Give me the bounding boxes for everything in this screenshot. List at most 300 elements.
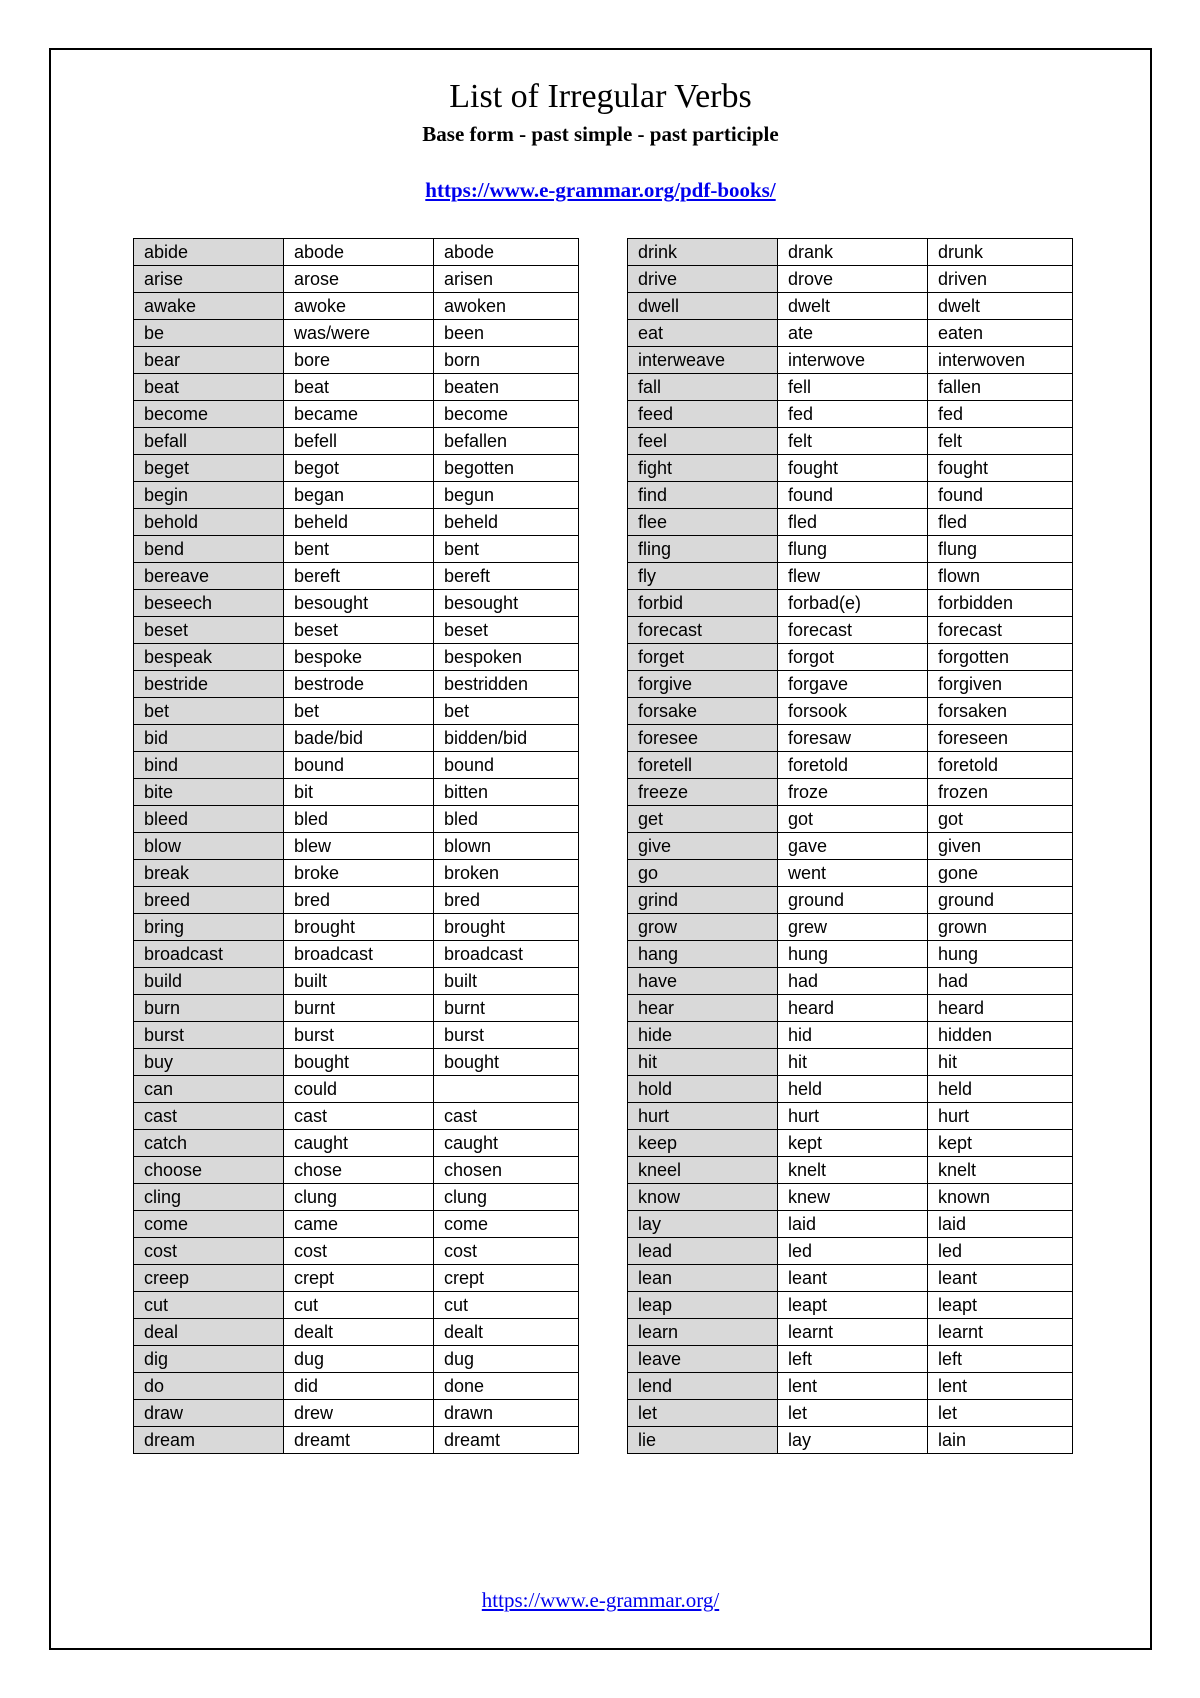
verb-row bbox=[628, 941, 1073, 968]
pdf-books-link[interactable]: https://www.e-grammar.org/pdf-books/ bbox=[425, 178, 776, 202]
past-participle-cell: known bbox=[928, 1184, 1073, 1211]
base-form-cell: deal bbox=[134, 1319, 284, 1346]
base-form-cell: grind bbox=[628, 887, 778, 914]
base-form-cell: bend bbox=[134, 536, 284, 563]
past-participle-cell: beheld bbox=[434, 509, 579, 536]
past-participle-cell: bought bbox=[434, 1049, 579, 1076]
base-form-cell: burn bbox=[134, 995, 284, 1022]
verb-row bbox=[628, 455, 1073, 482]
past-participle-cell: drawn bbox=[434, 1400, 579, 1427]
base-form-cell: feed bbox=[628, 401, 778, 428]
verb-row bbox=[628, 401, 1073, 428]
past-participle-cell: frozen bbox=[928, 779, 1073, 806]
past-simple-cell: bet bbox=[284, 698, 434, 725]
verb-row bbox=[628, 1076, 1073, 1103]
base-form-cell: forget bbox=[628, 644, 778, 671]
base-form-cell: forsake bbox=[628, 698, 778, 725]
past-participle-cell: heard bbox=[928, 995, 1073, 1022]
verb-row bbox=[628, 563, 1073, 590]
past-participle-cell: lain bbox=[928, 1427, 1073, 1454]
past-simple-cell: crept bbox=[284, 1265, 434, 1292]
past-participle-cell: had bbox=[928, 968, 1073, 995]
base-form-cell: get bbox=[628, 806, 778, 833]
past-simple-cell: kept bbox=[778, 1130, 928, 1157]
base-form-cell: beget bbox=[134, 455, 284, 482]
past-participle-cell: clung bbox=[434, 1184, 579, 1211]
base-form-cell: bite bbox=[134, 779, 284, 806]
base-form-cell: have bbox=[628, 968, 778, 995]
past-simple-cell: fled bbox=[778, 509, 928, 536]
verb-row bbox=[628, 644, 1073, 671]
base-form-cell: arise bbox=[134, 266, 284, 293]
base-form-cell: cling bbox=[134, 1184, 284, 1211]
base-form-cell: hit bbox=[628, 1049, 778, 1076]
verb-row bbox=[628, 617, 1073, 644]
past-simple-cell: fought bbox=[778, 455, 928, 482]
verb-row bbox=[628, 887, 1073, 914]
past-participle-cell: caught bbox=[434, 1130, 579, 1157]
past-participle-cell: drunk bbox=[928, 239, 1073, 266]
base-form-cell: hang bbox=[628, 941, 778, 968]
verb-row bbox=[134, 1076, 579, 1103]
past-participle-cell: held bbox=[928, 1076, 1073, 1103]
base-form-cell: come bbox=[134, 1211, 284, 1238]
base-form-cell: do bbox=[134, 1373, 284, 1400]
past-simple-cell: let bbox=[778, 1400, 928, 1427]
verb-row bbox=[134, 860, 579, 887]
verb-row bbox=[628, 1184, 1073, 1211]
past-participle-cell: broadcast bbox=[434, 941, 579, 968]
past-simple-cell: built bbox=[284, 968, 434, 995]
base-form-cell: awake bbox=[134, 293, 284, 320]
verb-row bbox=[134, 1022, 579, 1049]
base-form-cell: give bbox=[628, 833, 778, 860]
verb-row bbox=[628, 1103, 1073, 1130]
verb-row bbox=[134, 374, 579, 401]
verb-row bbox=[628, 1130, 1073, 1157]
past-participle-cell: leapt bbox=[928, 1292, 1073, 1319]
past-simple-cell: drove bbox=[778, 266, 928, 293]
verb-row bbox=[134, 1427, 579, 1454]
base-form-cell: cut bbox=[134, 1292, 284, 1319]
past-participle-cell: grown bbox=[928, 914, 1073, 941]
past-participle-cell: hit bbox=[928, 1049, 1073, 1076]
past-participle-cell: fed bbox=[928, 401, 1073, 428]
past-participle-cell: eaten bbox=[928, 320, 1073, 347]
home-link[interactable]: https://www.e-grammar.org/ bbox=[481, 1588, 720, 1612]
past-participle-cell: cut bbox=[434, 1292, 579, 1319]
base-form-cell: know bbox=[628, 1184, 778, 1211]
base-form-cell: grow bbox=[628, 914, 778, 941]
past-participle-cell: led bbox=[928, 1238, 1073, 1265]
past-simple-cell: lent bbox=[778, 1373, 928, 1400]
past-participle-cell: kept bbox=[928, 1130, 1073, 1157]
base-form-cell: bring bbox=[134, 914, 284, 941]
base-form-cell: hear bbox=[628, 995, 778, 1022]
past-participle-cell: forgotten bbox=[928, 644, 1073, 671]
past-participle-cell: come bbox=[434, 1211, 579, 1238]
verb-row bbox=[628, 266, 1073, 293]
past-simple-cell: drew bbox=[284, 1400, 434, 1427]
verb-row bbox=[134, 1400, 579, 1427]
past-simple-cell: drank bbox=[778, 239, 928, 266]
base-form-cell: lie bbox=[628, 1427, 778, 1454]
past-participle-cell: awoken bbox=[434, 293, 579, 320]
verb-row bbox=[134, 1292, 579, 1319]
past-simple-cell: blew bbox=[284, 833, 434, 860]
past-simple-cell: beat bbox=[284, 374, 434, 401]
past-simple-cell: learnt bbox=[778, 1319, 928, 1346]
past-simple-cell: chose bbox=[284, 1157, 434, 1184]
base-form-cell: beset bbox=[134, 617, 284, 644]
base-form-cell: learn bbox=[628, 1319, 778, 1346]
past-simple-cell: forsook bbox=[778, 698, 928, 725]
past-simple-cell: fell bbox=[778, 374, 928, 401]
past-simple-cell: got bbox=[778, 806, 928, 833]
past-participle-cell: flung bbox=[928, 536, 1073, 563]
base-form-cell: let bbox=[628, 1400, 778, 1427]
past-simple-cell: leant bbox=[778, 1265, 928, 1292]
past-participle-cell: born bbox=[434, 347, 579, 374]
base-form-cell: lean bbox=[628, 1265, 778, 1292]
base-form-cell: dream bbox=[134, 1427, 284, 1454]
past-participle-cell: bespoken bbox=[434, 644, 579, 671]
past-simple-cell: clung bbox=[284, 1184, 434, 1211]
verb-row bbox=[134, 455, 579, 482]
base-form-cell: bet bbox=[134, 698, 284, 725]
base-form-cell: break bbox=[134, 860, 284, 887]
verb-row bbox=[134, 1319, 579, 1346]
verb-row bbox=[134, 671, 579, 698]
verb-row bbox=[134, 1346, 579, 1373]
verb-row bbox=[134, 887, 579, 914]
page-title: List of Irregular Verbs bbox=[449, 78, 752, 115]
base-form-cell: bid bbox=[134, 725, 284, 752]
base-form-cell: forgive bbox=[628, 671, 778, 698]
past-simple-cell: heard bbox=[778, 995, 928, 1022]
verbs-table-left bbox=[133, 238, 579, 1454]
verb-row bbox=[628, 1400, 1073, 1427]
base-form-cell: abide bbox=[134, 239, 284, 266]
past-simple-cell: burnt bbox=[284, 995, 434, 1022]
past-participle-cell: dug bbox=[434, 1346, 579, 1373]
verb-row bbox=[628, 779, 1073, 806]
verbs-table-right bbox=[627, 238, 1073, 1454]
verb-row bbox=[134, 1211, 579, 1238]
base-form-cell: catch bbox=[134, 1130, 284, 1157]
base-form-cell: bestride bbox=[134, 671, 284, 698]
past-participle-cell: broken bbox=[434, 860, 579, 887]
verb-row bbox=[134, 644, 579, 671]
past-participle-cell: begun bbox=[434, 482, 579, 509]
verb-row bbox=[134, 617, 579, 644]
verb-row bbox=[134, 779, 579, 806]
bottom-link-container bbox=[51, 1588, 1150, 1613]
past-simple-cell: beheld bbox=[284, 509, 434, 536]
past-simple-cell: flew bbox=[778, 563, 928, 590]
past-simple-cell: arose bbox=[284, 266, 434, 293]
past-participle-cell: burst bbox=[434, 1022, 579, 1049]
top-link-container bbox=[51, 178, 1150, 203]
past-participle-cell: bidden/bid bbox=[434, 725, 579, 752]
past-participle-cell: cost bbox=[434, 1238, 579, 1265]
verb-row bbox=[134, 1373, 579, 1400]
past-participle-cell: blown bbox=[434, 833, 579, 860]
verb-row bbox=[134, 914, 579, 941]
past-participle-cell: forgiven bbox=[928, 671, 1073, 698]
past-simple-cell: interwove bbox=[778, 347, 928, 374]
past-simple-cell: had bbox=[778, 968, 928, 995]
base-form-cell: befall bbox=[134, 428, 284, 455]
past-participle-cell: brought bbox=[434, 914, 579, 941]
past-participle-cell: knelt bbox=[928, 1157, 1073, 1184]
past-participle-cell: found bbox=[928, 482, 1073, 509]
page-frame bbox=[49, 48, 1152, 1650]
past-simple-cell: forbad(e) bbox=[778, 590, 928, 617]
verb-row bbox=[134, 293, 579, 320]
verb-row bbox=[628, 995, 1073, 1022]
base-form-cell: foresee bbox=[628, 725, 778, 752]
verb-row bbox=[134, 509, 579, 536]
past-participle-cell: befallen bbox=[434, 428, 579, 455]
past-simple-cell: led bbox=[778, 1238, 928, 1265]
base-form-cell: hurt bbox=[628, 1103, 778, 1130]
verb-row bbox=[628, 374, 1073, 401]
past-participle-cell: foreseen bbox=[928, 725, 1073, 752]
past-simple-cell: bestrode bbox=[284, 671, 434, 698]
past-simple-cell: left bbox=[778, 1346, 928, 1373]
past-simple-cell: hit bbox=[778, 1049, 928, 1076]
past-participle-cell: felt bbox=[928, 428, 1073, 455]
past-participle-cell: begotten bbox=[434, 455, 579, 482]
base-form-cell: leave bbox=[628, 1346, 778, 1373]
past-simple-cell: ground bbox=[778, 887, 928, 914]
verb-row bbox=[134, 725, 579, 752]
base-form-cell: bespeak bbox=[134, 644, 284, 671]
past-participle-cell: got bbox=[928, 806, 1073, 833]
base-form-cell: fall bbox=[628, 374, 778, 401]
base-form-cell: fight bbox=[628, 455, 778, 482]
past-simple-cell: hung bbox=[778, 941, 928, 968]
verb-row bbox=[628, 914, 1073, 941]
past-simple-cell: forgave bbox=[778, 671, 928, 698]
base-form-cell: drive bbox=[628, 266, 778, 293]
past-simple-cell: froze bbox=[778, 779, 928, 806]
past-simple-cell: bit bbox=[284, 779, 434, 806]
past-simple-cell: bent bbox=[284, 536, 434, 563]
base-form-cell: freeze bbox=[628, 779, 778, 806]
past-participle-cell: interwoven bbox=[928, 347, 1073, 374]
past-participle-cell: hidden bbox=[928, 1022, 1073, 1049]
verb-row bbox=[628, 725, 1073, 752]
verbs-table-left-body bbox=[134, 239, 579, 1454]
past-participle-cell: bereft bbox=[434, 563, 579, 590]
verb-row bbox=[134, 941, 579, 968]
past-simple-cell: grew bbox=[778, 914, 928, 941]
past-participle-cell: lent bbox=[928, 1373, 1073, 1400]
past-simple-cell: hid bbox=[778, 1022, 928, 1049]
verb-row bbox=[628, 347, 1073, 374]
past-simple-cell: brought bbox=[284, 914, 434, 941]
past-simple-cell: forecast bbox=[778, 617, 928, 644]
base-form-cell: forecast bbox=[628, 617, 778, 644]
past-simple-cell: bore bbox=[284, 347, 434, 374]
past-participle-cell: bitten bbox=[434, 779, 579, 806]
base-form-cell: kneel bbox=[628, 1157, 778, 1184]
base-form-cell: buy bbox=[134, 1049, 284, 1076]
verb-row bbox=[134, 995, 579, 1022]
base-form-cell: fly bbox=[628, 563, 778, 590]
past-simple-cell: bade/bid bbox=[284, 725, 434, 752]
past-simple-cell: bought bbox=[284, 1049, 434, 1076]
past-simple-cell: dug bbox=[284, 1346, 434, 1373]
past-simple-cell: held bbox=[778, 1076, 928, 1103]
base-form-cell: drink bbox=[628, 239, 778, 266]
past-simple-cell: gave bbox=[778, 833, 928, 860]
base-form-cell: forbid bbox=[628, 590, 778, 617]
past-participle-cell: bled bbox=[434, 806, 579, 833]
past-participle-cell: ground bbox=[928, 887, 1073, 914]
verb-row bbox=[628, 536, 1073, 563]
past-participle-cell: bet bbox=[434, 698, 579, 725]
past-simple-cell: awoke bbox=[284, 293, 434, 320]
past-participle-cell: hurt bbox=[928, 1103, 1073, 1130]
verb-row bbox=[628, 428, 1073, 455]
base-form-cell: lead bbox=[628, 1238, 778, 1265]
verb-row bbox=[134, 347, 579, 374]
verb-row bbox=[628, 239, 1073, 266]
past-simple-cell: dwelt bbox=[778, 293, 928, 320]
base-form-cell: lay bbox=[628, 1211, 778, 1238]
past-participle-cell: laid bbox=[928, 1211, 1073, 1238]
past-simple-cell: began bbox=[284, 482, 434, 509]
base-form-cell: cost bbox=[134, 1238, 284, 1265]
verb-row bbox=[134, 1103, 579, 1130]
base-form-cell: leap bbox=[628, 1292, 778, 1319]
base-form-cell: go bbox=[628, 860, 778, 887]
past-simple-cell: dreamt bbox=[284, 1427, 434, 1454]
verb-row bbox=[628, 1346, 1073, 1373]
past-participle-cell: foretold bbox=[928, 752, 1073, 779]
base-form-cell: draw bbox=[134, 1400, 284, 1427]
past-simple-cell: found bbox=[778, 482, 928, 509]
past-simple-cell: broke bbox=[284, 860, 434, 887]
past-simple-cell: burst bbox=[284, 1022, 434, 1049]
past-participle-cell: driven bbox=[928, 266, 1073, 293]
past-participle-cell: let bbox=[928, 1400, 1073, 1427]
verb-row bbox=[628, 1238, 1073, 1265]
past-participle-cell: beaten bbox=[434, 374, 579, 401]
base-form-cell: interweave bbox=[628, 347, 778, 374]
verb-row bbox=[134, 1157, 579, 1184]
past-participle-cell: crept bbox=[434, 1265, 579, 1292]
past-simple-cell: bound bbox=[284, 752, 434, 779]
verb-row bbox=[628, 752, 1073, 779]
verb-row bbox=[134, 1130, 579, 1157]
base-form-cell: burst bbox=[134, 1022, 284, 1049]
past-simple-cell: knelt bbox=[778, 1157, 928, 1184]
past-participle-cell: forecast bbox=[928, 617, 1073, 644]
base-form-cell: cast bbox=[134, 1103, 284, 1130]
base-form-cell: bear bbox=[134, 347, 284, 374]
past-simple-cell: bled bbox=[284, 806, 434, 833]
verb-row bbox=[134, 482, 579, 509]
verb-row bbox=[134, 968, 579, 995]
verb-row bbox=[628, 1427, 1073, 1454]
base-form-cell: broadcast bbox=[134, 941, 284, 968]
past-simple-cell: bespoke bbox=[284, 644, 434, 671]
past-simple-cell: befell bbox=[284, 428, 434, 455]
base-form-cell: dwell bbox=[628, 293, 778, 320]
past-simple-cell: dealt bbox=[284, 1319, 434, 1346]
verb-row bbox=[134, 1049, 579, 1076]
past-simple-cell: ate bbox=[778, 320, 928, 347]
base-form-cell: flee bbox=[628, 509, 778, 536]
past-participle-cell: fled bbox=[928, 509, 1073, 536]
base-form-cell: become bbox=[134, 401, 284, 428]
past-simple-cell: laid bbox=[778, 1211, 928, 1238]
verb-row bbox=[628, 968, 1073, 995]
verb-row bbox=[628, 1022, 1073, 1049]
past-participle-cell: done bbox=[434, 1373, 579, 1400]
base-form-cell: eat bbox=[628, 320, 778, 347]
past-simple-cell: fed bbox=[778, 401, 928, 428]
past-participle-cell: dwelt bbox=[928, 293, 1073, 320]
past-participle-cell: fought bbox=[928, 455, 1073, 482]
verb-row bbox=[628, 1292, 1073, 1319]
verb-row bbox=[134, 320, 579, 347]
verb-row bbox=[628, 806, 1073, 833]
past-simple-cell: caught bbox=[284, 1130, 434, 1157]
past-simple-cell: abode bbox=[284, 239, 434, 266]
past-simple-cell: did bbox=[284, 1373, 434, 1400]
past-simple-cell: became bbox=[284, 401, 434, 428]
base-form-cell: hide bbox=[628, 1022, 778, 1049]
base-form-cell: lend bbox=[628, 1373, 778, 1400]
base-form-cell: beseech bbox=[134, 590, 284, 617]
base-form-cell: foretell bbox=[628, 752, 778, 779]
base-form-cell: breed bbox=[134, 887, 284, 914]
past-participle-cell: fallen bbox=[928, 374, 1073, 401]
verb-row bbox=[628, 482, 1073, 509]
verb-row bbox=[628, 698, 1073, 725]
past-simple-cell: besought bbox=[284, 590, 434, 617]
verb-row bbox=[134, 1265, 579, 1292]
base-form-cell: begin bbox=[134, 482, 284, 509]
past-participle-cell: given bbox=[928, 833, 1073, 860]
past-participle-cell: flown bbox=[928, 563, 1073, 590]
past-participle-cell: besought bbox=[434, 590, 579, 617]
past-simple-cell: was/were bbox=[284, 320, 434, 347]
verb-row bbox=[628, 1319, 1073, 1346]
base-form-cell: bereave bbox=[134, 563, 284, 590]
past-participle-cell bbox=[434, 1076, 579, 1103]
base-form-cell: fling bbox=[628, 536, 778, 563]
past-participle-cell: become bbox=[434, 401, 579, 428]
past-participle-cell: abode bbox=[434, 239, 579, 266]
past-participle-cell: dealt bbox=[434, 1319, 579, 1346]
past-participle-cell: forbidden bbox=[928, 590, 1073, 617]
verb-row bbox=[134, 752, 579, 779]
base-form-cell: feel bbox=[628, 428, 778, 455]
past-simple-cell: beset bbox=[284, 617, 434, 644]
base-form-cell: creep bbox=[134, 1265, 284, 1292]
past-participle-cell: learnt bbox=[928, 1319, 1073, 1346]
past-participle-cell: hung bbox=[928, 941, 1073, 968]
past-participle-cell: arisen bbox=[434, 266, 579, 293]
verb-row bbox=[628, 590, 1073, 617]
past-participle-cell: burnt bbox=[434, 995, 579, 1022]
